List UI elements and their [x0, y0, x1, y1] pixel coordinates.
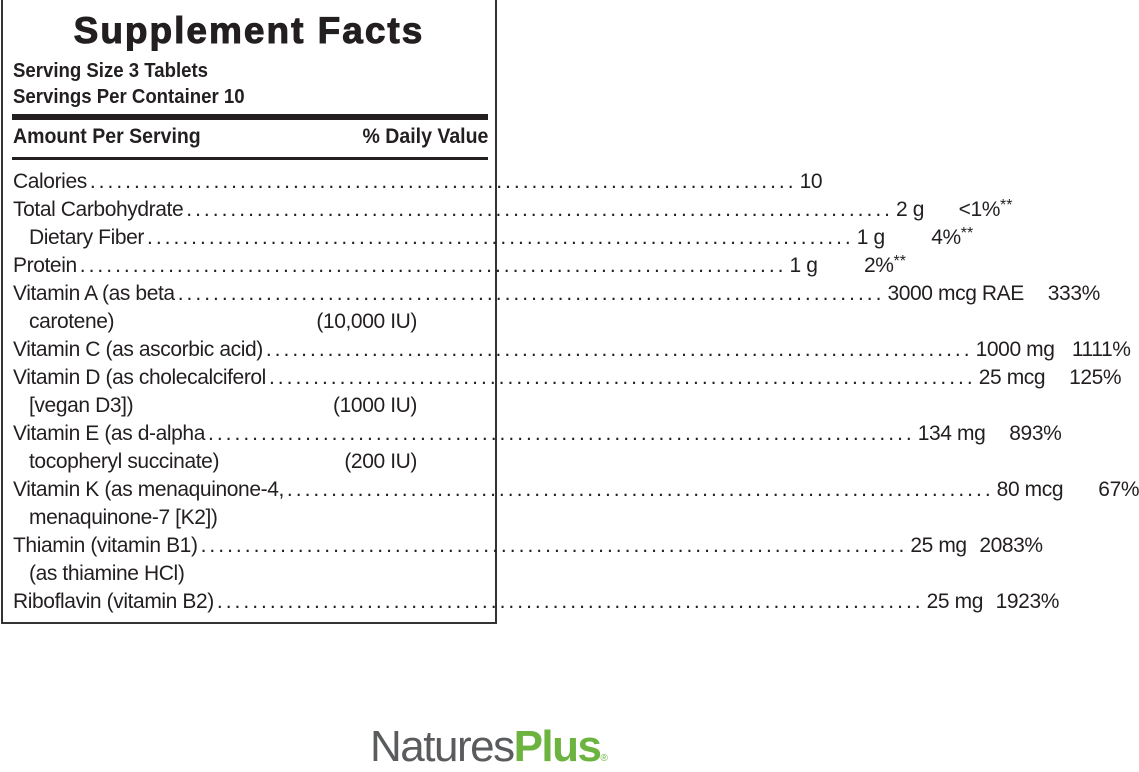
nutrient-name: Vitamin E (as d-alpha: [13, 422, 205, 445]
dot-leader: ................................................................................: [265, 338, 973, 361]
dot-leader: ................................................................................: [200, 534, 908, 557]
nutrient-amount: 25 mcg: [978, 366, 1046, 389]
nutrient-row: [13, 308, 493, 336]
servings-per-container: Servings Per Container 10: [13, 86, 245, 108]
daily-value: [967, 532, 1043, 560]
dot-leader: ................................................................................: [207, 422, 915, 445]
nutrient-name: Dietary Fiber: [29, 226, 144, 249]
nutrient-name: carotene): [29, 310, 115, 333]
daily-value: [822, 168, 898, 196]
supplement-facts-panel: [1, 0, 1139, 624]
dot-leader: [219, 448, 344, 476]
registered-mark: ®: [600, 753, 608, 764]
dot-leader: ................................................................................: [89, 170, 797, 193]
nutrient-row: [13, 392, 493, 420]
nutrient-row: [13, 504, 493, 532]
nutrient-row: [13, 168, 823, 196]
daily-value-text: 125%: [1069, 366, 1122, 389]
dot-leader: ................................................................................: [147, 226, 854, 249]
dot-leader: [218, 504, 417, 532]
daily-value-header: % Daily Value: [362, 125, 488, 148]
nutrient-amount: 3000 mcg RAE: [887, 282, 1024, 305]
dot-leader: ................................................................................: [216, 590, 924, 613]
daily-value: [983, 588, 1059, 616]
nutrient-row: [13, 588, 1060, 616]
daily-value: [818, 252, 906, 280]
daily-value: [1024, 280, 1100, 308]
nutrient-amount: 10: [799, 170, 823, 193]
nutrient-name: Vitamin C (as ascorbic acid): [13, 338, 263, 361]
brand-logo: [370, 722, 608, 772]
nutrient-list: [13, 168, 1139, 616]
nutrient-amount: 1000 mg: [975, 338, 1055, 361]
daily-value-text: 2083%: [979, 534, 1043, 557]
nutrient-row: [13, 420, 1062, 448]
nutrient-row: [13, 560, 493, 588]
nutrient-row: [13, 280, 1100, 308]
dot-leader: [133, 392, 333, 420]
nutrient-name: tocopheryl succinate): [29, 450, 220, 473]
thin-divider: [12, 157, 488, 160]
nutrient-name: [vegan D3]): [29, 394, 134, 417]
daily-value: [1063, 476, 1139, 504]
nutrient-row: [13, 336, 1131, 364]
nutrient-row: [13, 476, 1139, 504]
nutrient-name: menaquinone-7 [K2]): [29, 506, 218, 529]
nutrient-name: Thiamin (vitamin B1): [13, 534, 198, 557]
logo-text-natures: Natures: [370, 722, 514, 771]
nutrient-name: Vitamin K (as menaquinone-4,: [13, 478, 284, 501]
nutrient-name: Vitamin A (as beta: [13, 282, 175, 305]
footnote-asterisks: **: [960, 225, 974, 242]
daily-value-text: 2%: [863, 254, 894, 277]
daily-value: [417, 560, 493, 588]
daily-value: [1045, 364, 1121, 392]
nutrient-amount: 134 mg: [917, 422, 986, 445]
nutrient-amount: (1000 IU): [333, 394, 417, 417]
daily-value-text: 893%: [1009, 422, 1062, 445]
daily-value-text: 67%: [1098, 478, 1139, 501]
nutrient-amount: 1 g: [789, 254, 818, 277]
nutrient-row: [13, 364, 1122, 392]
nutrient-amount: 1 g: [856, 226, 885, 249]
nutrient-row: [13, 448, 493, 476]
dot-leader: ................................................................................: [268, 366, 976, 389]
nutrient-amount: 2 g: [896, 198, 924, 221]
dot-leader: ................................................................................: [79, 254, 787, 277]
daily-value: [1055, 336, 1131, 364]
nutrient-name: Protein: [13, 254, 77, 277]
daily-value-text: 4%: [931, 226, 961, 249]
amount-per-serving-header: Amount Per Serving: [13, 125, 201, 148]
nutrient-row: [13, 196, 1013, 224]
nutrient-amount: 25 mg: [910, 534, 967, 557]
nutrient-amount: (10,000 IU): [316, 310, 417, 333]
logo-text-plus: Plus: [513, 722, 601, 771]
thick-divider: [12, 114, 488, 120]
nutrient-amount: 25 mg: [926, 590, 984, 613]
nutrient-row: [13, 252, 906, 280]
nutrient-name: Calories: [13, 170, 87, 193]
dot-leader: [184, 560, 417, 588]
daily-value: [417, 504, 493, 532]
daily-value: [417, 448, 493, 476]
nutrient-name: Total Carbohydrate: [13, 198, 184, 221]
daily-value-text: 333%: [1047, 282, 1100, 305]
daily-value: [417, 392, 493, 420]
nutrient-amount: (200 IU): [344, 450, 417, 473]
panel-title: Supplement Facts: [73, 10, 425, 51]
nutrient-name: (as thiamine HCl): [29, 562, 185, 585]
nutrient-row: [13, 224, 974, 252]
daily-value-text: 1111%: [1071, 338, 1131, 361]
dot-leader: ................................................................................: [177, 282, 885, 305]
nutrient-row: [13, 532, 1043, 560]
daily-value: [417, 308, 493, 336]
daily-value-text: 1923%: [995, 590, 1060, 613]
serving-size: Serving Size 3 Tablets: [13, 60, 209, 82]
footnote-asterisks: **: [893, 253, 906, 270]
dot-leader: ................................................................................: [186, 198, 893, 221]
dot-leader: [114, 308, 316, 336]
daily-value: [985, 420, 1061, 448]
dot-leader: ................................................................................: [286, 478, 994, 501]
nutrient-name: Riboflavin (vitamin B2): [13, 590, 214, 613]
nutrient-name: Vitamin D (as cholecalciferol: [13, 366, 266, 389]
footnote-asterisks: **: [1000, 197, 1013, 214]
daily-value-text: <1%: [958, 198, 1000, 221]
nutrient-amount: 80 mcg: [996, 478, 1064, 501]
